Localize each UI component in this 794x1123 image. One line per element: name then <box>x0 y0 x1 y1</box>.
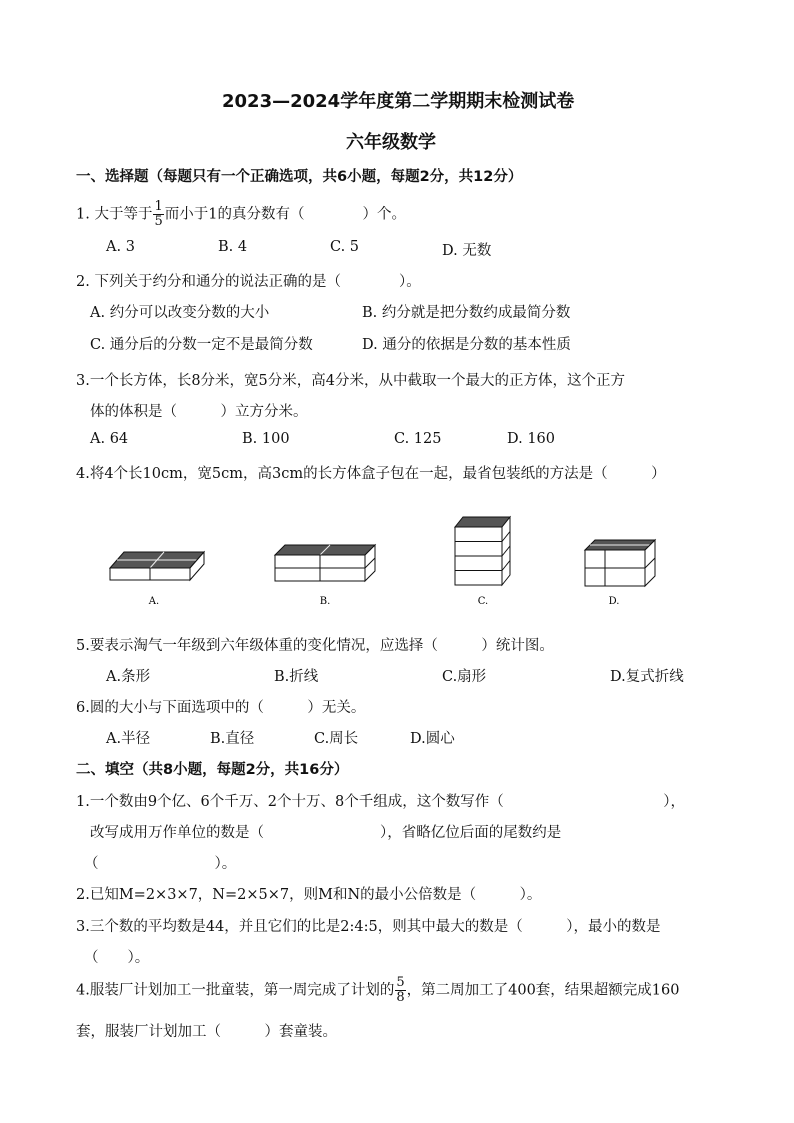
option: A. 3 <box>106 239 135 255</box>
fill-question-1-cont: （ ）。 <box>84 856 237 872</box>
option: B.折线 <box>274 669 319 685</box>
question-3-cont: 体的体积是（ ）立方分米。 <box>90 404 308 420</box>
figure-a <box>110 552 204 580</box>
question-text: ，第二周加工了400套，结果超额完成160 <box>406 982 680 999</box>
figure-c <box>455 517 510 585</box>
figure-label: C. <box>477 596 489 607</box>
fill-question-1: 1.一个数由9个亿、6个千万、2个十万、8个千组成，这个数写作（ ）， <box>76 794 685 810</box>
figure-label: A. <box>148 596 160 607</box>
page-title: 2023—2024学年度第二学期期末检测试卷 <box>222 91 575 112</box>
fraction-numerator: 5 <box>396 975 405 990</box>
fraction <box>153 200 163 229</box>
option: A. 64 <box>90 431 129 447</box>
figure-b <box>275 545 375 581</box>
question-2: 2. 下列关于约分和通分的说法正确的是（ ）。 <box>76 274 421 290</box>
option: A.半径 <box>106 731 151 747</box>
figure-d <box>585 540 655 586</box>
option: D.圆心 <box>410 731 455 747</box>
figure-label: B. <box>319 596 331 607</box>
fill-question-4 <box>76 976 679 1005</box>
option: D. 无数 <box>442 243 492 259</box>
option: C. 125 <box>394 431 442 447</box>
option: C. 通分后的分数一定不是最简分数 <box>90 337 313 353</box>
option: D. 通分的依据是分数的基本性质 <box>362 337 571 353</box>
fill-question-3: 3.三个数的平均数是44，并且它们的比是2:4:5，则其中最大的数是（ ），最小的数是 <box>76 919 661 935</box>
question-6: 6.圆的大小与下面选项中的（ ）无关。 <box>76 700 366 716</box>
option: B.直径 <box>210 731 255 747</box>
section-heading-fill: 二、填空（共8小题，每题2分，共16分） <box>76 762 349 778</box>
question-4: 4.将4个长10cm，宽5cm，高3cm的长方体盒子包在一起，最省包装纸的方法是（ ） <box>76 466 666 482</box>
option: C.周长 <box>314 731 359 747</box>
fraction-denominator: 5 <box>154 214 163 229</box>
option: D.复式折线 <box>610 669 684 685</box>
fraction-denominator: 8 <box>396 990 405 1005</box>
option: D. 160 <box>507 431 556 447</box>
question-text: 1. 大于等于 <box>76 206 153 223</box>
option: B. 约分就是把分数约成最简分数 <box>362 305 571 321</box>
option: A. 约分可以改变分数的大小 <box>90 305 270 321</box>
question-3: 3.一个长方体，长8分米，宽5分米，高4分米，从中截取一个最大的正方体，这个正方 <box>76 373 626 389</box>
question-text: 4.服装厂计划加工一批童装，第一周完成了计划的 <box>76 982 395 999</box>
fraction <box>395 976 405 1005</box>
option: B. 4 <box>218 239 248 255</box>
fill-question-2: 2.已知M=2×3×7，N=2×5×7，则M和N的最小公倍数是（ ）。 <box>76 887 542 903</box>
question-5: 5.要表示淘气一年级到六年级体重的变化情况，应选择（ ）统计图。 <box>76 638 554 654</box>
option: B. 100 <box>242 431 290 447</box>
option: C. 5 <box>330 239 360 255</box>
section-heading-choice: 一、选择题（每题只有一个正确选项，共6小题，每题2分，共12分） <box>76 169 523 185</box>
fill-question-3-cont: （ ）。 <box>84 950 150 966</box>
box-figures <box>100 510 660 615</box>
question-1 <box>76 200 406 229</box>
fraction-numerator: 1 <box>154 199 163 214</box>
page-subtitle: 六年级数学 <box>346 132 436 153</box>
option: C.扇形 <box>442 669 487 685</box>
question-text: 而小于1的真分数有（ ）个。 <box>164 206 406 223</box>
option: A.条形 <box>106 669 151 685</box>
fill-question-4-cont: 套，服装厂计划加工（ ）套童装。 <box>76 1024 337 1040</box>
fill-question-1-cont: 改写成用万作单位的数是（ ），省略亿位后面的尾数约是 <box>90 825 562 841</box>
figure-label: D. <box>608 596 620 607</box>
